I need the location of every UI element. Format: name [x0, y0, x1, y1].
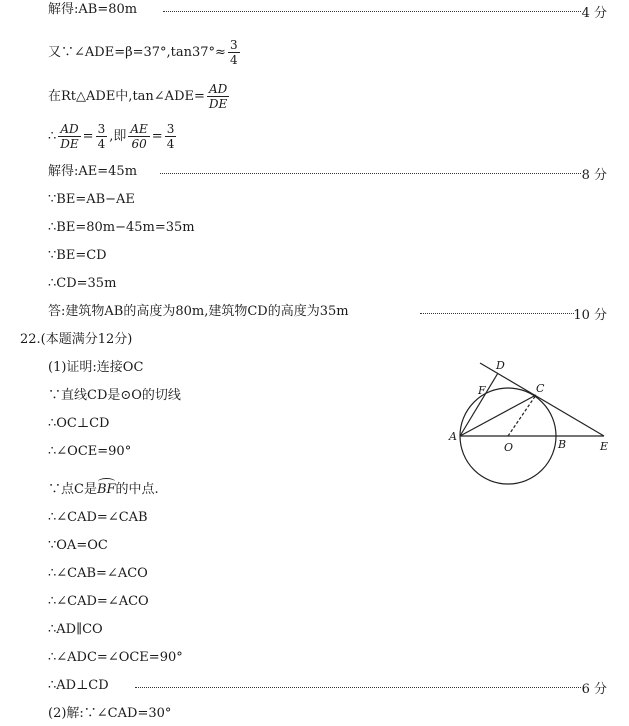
line-24: (2)解:∵∠CAD=30°: [48, 706, 172, 721]
segment-oc: [508, 395, 536, 436]
dotted-leader: [160, 173, 581, 174]
line-1: 解得:AB=80m: [48, 2, 138, 17]
line-22: ∴∠ADC=∠OCE=90°: [48, 650, 183, 665]
score-1: 4 分: [581, 6, 607, 21]
line-5: 解得:AE=45m: [48, 164, 138, 179]
line-12: (1)证明:连接OC: [48, 360, 144, 375]
line-3: 在Rt△ADE中,tan∠ADE= $\frac{AD}{DE}$: [48, 82, 228, 111]
line-19: ∴∠CAB=∠ACO: [48, 566, 148, 581]
label-e: E: [600, 440, 609, 453]
segment-ac: [460, 395, 536, 436]
segment-ad: [460, 373, 498, 436]
line-16: ∵点C是BF的中点.: [48, 482, 159, 497]
line-14: ∴OC⊥CD: [48, 416, 110, 431]
line-13: ∵直线CD是⊙O的切线: [48, 388, 181, 403]
line-17: ∴∠CAD=∠CAB: [48, 510, 148, 525]
line-9: ∴CD=35m: [48, 276, 117, 291]
line-21: ∴AD∥CO: [48, 622, 103, 637]
line-6: ∵BE=AB−AE: [48, 192, 135, 207]
label-f: F: [478, 384, 486, 397]
arc-bf: BF: [96, 482, 116, 497]
label-c: C: [536, 382, 545, 395]
label-b: B: [558, 438, 567, 451]
line-20: ∴∠CAD=∠ACO: [48, 594, 149, 609]
line-23: ∴AD⊥CD: [48, 678, 109, 693]
geometry-figure: [444, 355, 619, 515]
line-15: ∴∠OCE=90°: [48, 444, 132, 459]
line-10: 答:建筑物AB的高度为80m,建筑物CD的高度为35m: [48, 304, 349, 319]
label-a: A: [449, 430, 457, 443]
score-3: 10 分: [573, 308, 607, 323]
problem-22-header: 22.(本题满分12分): [20, 332, 133, 347]
tangent-line-de: [480, 363, 604, 436]
line-8: ∵BE=CD: [48, 248, 107, 263]
label-d: D: [496, 359, 505, 372]
dotted-leader: [135, 687, 581, 688]
line-2: 又∵∠ADE=β=37°,tan37°≈ $\frac{3}{4}$: [48, 38, 238, 67]
dotted-leader: [163, 11, 581, 12]
line-7: ∴BE=80m−45m=35m: [48, 220, 195, 235]
label-o: O: [504, 441, 514, 454]
score-2: 8 分: [581, 168, 607, 183]
score-4: 6 分: [581, 682, 607, 697]
line-4: ∴ $\frac{AD}{DE}$ = $\frac{3}{4}$ ,即 $\frac{AE}{60}$ = $\frac{3}{4}$: [48, 122, 175, 151]
line-18: ∵OA=OC: [48, 538, 108, 553]
dotted-leader: [420, 313, 574, 314]
